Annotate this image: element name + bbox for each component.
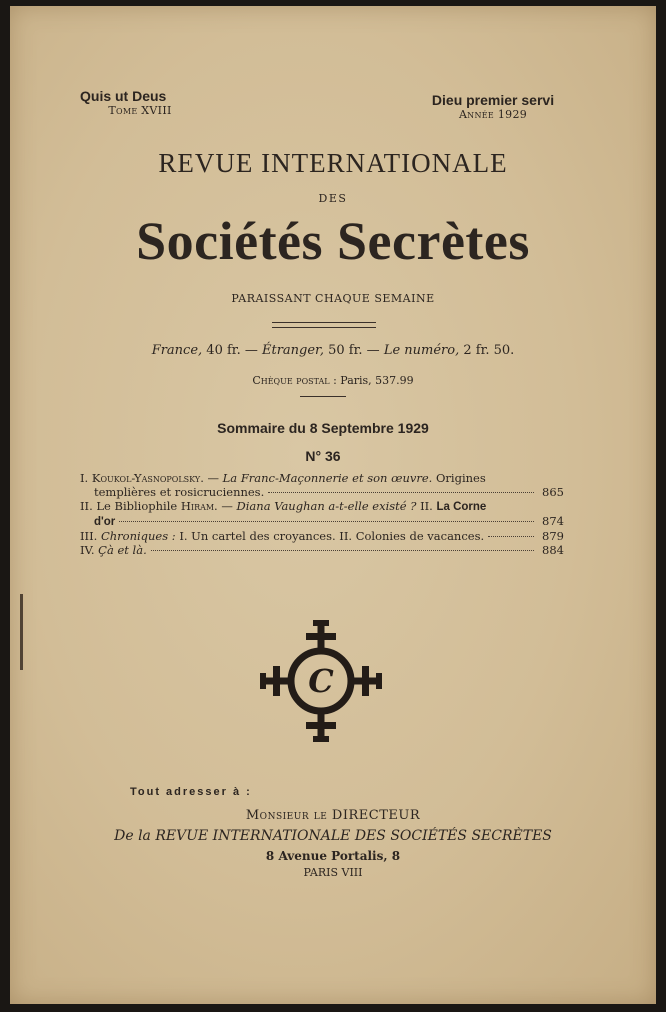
entry-page: 874 [542,514,564,528]
entry-author: Hiram. [180,499,218,513]
entry-title-rest: II. [420,499,433,513]
etranger-price: 50 fr. [328,343,363,358]
entry-page: 865 [542,485,564,499]
magazine-cover [10,6,656,1004]
entry-title-rest: Origines [436,471,486,485]
dot-leader [268,492,534,493]
year-label: Année 1929 [458,108,528,121]
cross-monogram-emblem-icon [256,616,386,746]
subscription-prices [10,343,656,358]
price-separator: — [244,343,258,358]
france-label: France, [151,343,203,358]
entry-continuation: templières et rosicruciennes. [94,485,265,499]
toc-entry-3 [80,529,564,543]
emblem-monogram: C [308,662,334,700]
entry-author-prefix: Le Bibliophile [96,499,178,513]
dot-leader [488,536,534,537]
entry-number: III. [80,529,98,543]
short-rule-divider [300,396,346,397]
binding-staple-mark [20,594,23,670]
numero-price: 2 fr. 50. [463,343,515,358]
france-price: 40 fr. [206,343,241,358]
city-address: PARIS VIII [303,866,363,879]
right-motto: Dieu premier servi [431,92,555,108]
entry-author: Koukol-Yasnopolsky. [91,471,204,485]
toc-entry-1 [80,471,564,499]
entry-dash: — [207,471,220,485]
etranger-label: Étranger, [261,343,324,358]
summary-title: Sommaire du 8 Septembre 1929 [217,420,429,436]
entry-page: 879 [542,529,564,543]
table-of-contents [80,471,564,557]
entry-dash: — [221,499,233,513]
toc-entry-4 [80,543,564,557]
address-intro: Tout adresser à : [130,786,252,798]
entry-title: Chroniques : [100,529,176,543]
cheque-value: Paris, 537.99 [340,374,414,387]
double-rule-divider [272,322,376,328]
entry-title-bold: La Corne [436,501,487,513]
postal-cheque [10,374,656,387]
header-left [80,88,200,117]
director-title: DIRECTEUR [331,808,421,823]
entry-title: Diana Vaughan a-t-elle existé ? [236,499,417,513]
entry-title: La Franc-Maçonnerie et son œuvre. [222,471,433,485]
volume-label: Tome XVIII [108,104,172,117]
title-line-2: Sociétés Secrètes [136,211,530,271]
entry-page: 884 [542,543,564,557]
cheque-label: Chèque postal : [252,374,337,387]
title-des: DES [318,192,348,205]
director-prefix: Monsieur le [245,808,328,823]
director-line [10,808,656,823]
price-separator: — [366,343,380,358]
dot-leader [119,521,534,522]
street-address: 8 Avenue Portalis, 8 [265,849,401,863]
entry-title-rest: I. Un cartel des croyances. II. Colonies de vacances. [179,529,485,543]
left-motto: Quis ut Deus [80,88,167,104]
entry-number: I. [80,471,89,485]
entry-number: II. [80,499,93,513]
revue-address-line: De la REVUE INTERNATIONALE DES SOCIÉTÉS SECRÈTES [114,828,552,844]
entry-continuation: d'or [94,516,116,528]
frequency-label: PARAISSANT CHAQUE SEMAINE [231,292,435,305]
issue-number: N° 36 [305,448,341,464]
entry-title: Çà et là. [98,543,147,557]
entry-number: IV. [80,543,95,557]
header-right [408,92,578,121]
title-line-1: REVUE INTERNATIONALE [158,148,508,178]
numero-label: Le numéro, [383,343,460,358]
toc-entry-2 [80,499,564,529]
dot-leader [151,550,534,551]
